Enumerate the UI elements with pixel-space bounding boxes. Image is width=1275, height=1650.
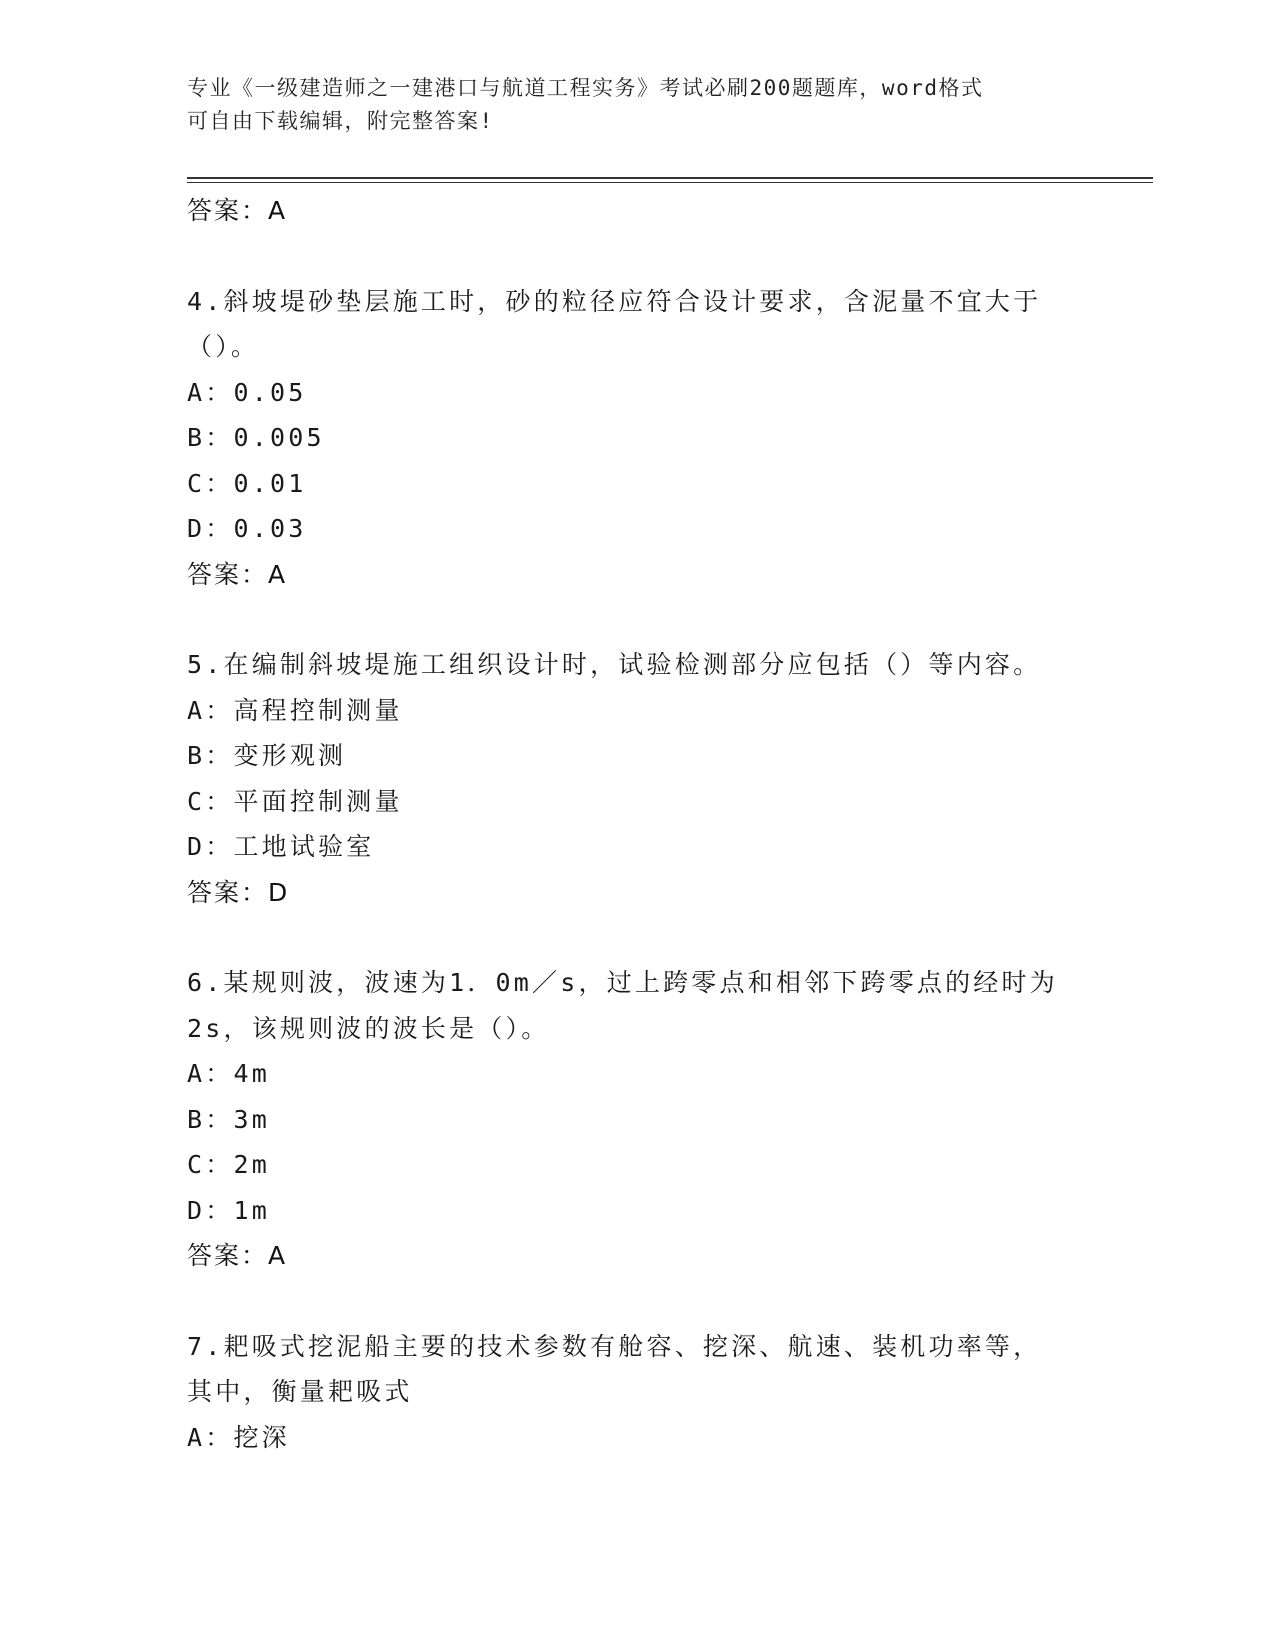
answer: 答案：D xyxy=(187,877,290,907)
option-c: C：2m xyxy=(187,1150,270,1179)
option-a: A：挖深 xyxy=(187,1422,290,1452)
question-stem-continued: （）。 xyxy=(187,332,260,361)
option-a: A：高程控制测量 xyxy=(187,695,403,725)
header-title-line-2: 可自由下载编辑，附完整答案! xyxy=(187,109,494,133)
option-c: C：平面控制测量 xyxy=(187,786,403,816)
option-d: D：1m xyxy=(187,1195,270,1225)
option-b: B：0.005 xyxy=(187,423,325,452)
answer: 答案：A xyxy=(187,1241,288,1270)
page-header xyxy=(187,72,1087,138)
answer-previous-question: 答案：A xyxy=(187,196,288,225)
question-stem: 6.某规则波，波速为1．0m／s，过上跨零点和相邻下跨零点的经时为 xyxy=(187,968,1058,997)
spacer xyxy=(187,915,1087,960)
question-stem: 5.在编制斜坡堤施工组织设计时，试验检测部分应包括（）等内容。 xyxy=(187,650,1042,679)
option-c: C：0.01 xyxy=(187,468,307,498)
header-divider xyxy=(187,177,1153,183)
option-b: B：变形观测 xyxy=(187,741,347,770)
question-7 xyxy=(187,1324,1087,1461)
question-5 xyxy=(187,642,1087,915)
spacer xyxy=(187,597,1087,642)
answer: 答案：A xyxy=(187,559,288,589)
spacer xyxy=(187,1279,1087,1324)
question-stem: 4.斜坡堤砂垫层施工时，砂的粒径应符合设计要求，含泥量不宜大于 xyxy=(187,286,1042,316)
question-stem-continued: 2s，该规则波的波长是（）。 xyxy=(187,1013,550,1043)
question-stem-continued: 其中，衡量耙吸式 xyxy=(187,1377,413,1406)
option-d: D：0.03 xyxy=(187,514,307,543)
question-list xyxy=(187,188,1087,1460)
question-4 xyxy=(187,279,1087,598)
option-d: D：工地试验室 xyxy=(187,832,375,861)
question-stem: 7.耙吸式挖泥船主要的技术参数有舱容、挖深、航速、装机功率等， xyxy=(187,1331,1042,1361)
option-b: B：3m xyxy=(187,1104,270,1134)
question-6 xyxy=(187,960,1087,1279)
option-a: A：4m xyxy=(187,1059,270,1088)
option-a: A：0.05 xyxy=(187,377,307,407)
header-title-line-1: 专业《一级建造师之一建港口与航道工程实务》考试必刷200题题库，word格式 xyxy=(187,76,984,100)
spacer xyxy=(187,234,1087,279)
